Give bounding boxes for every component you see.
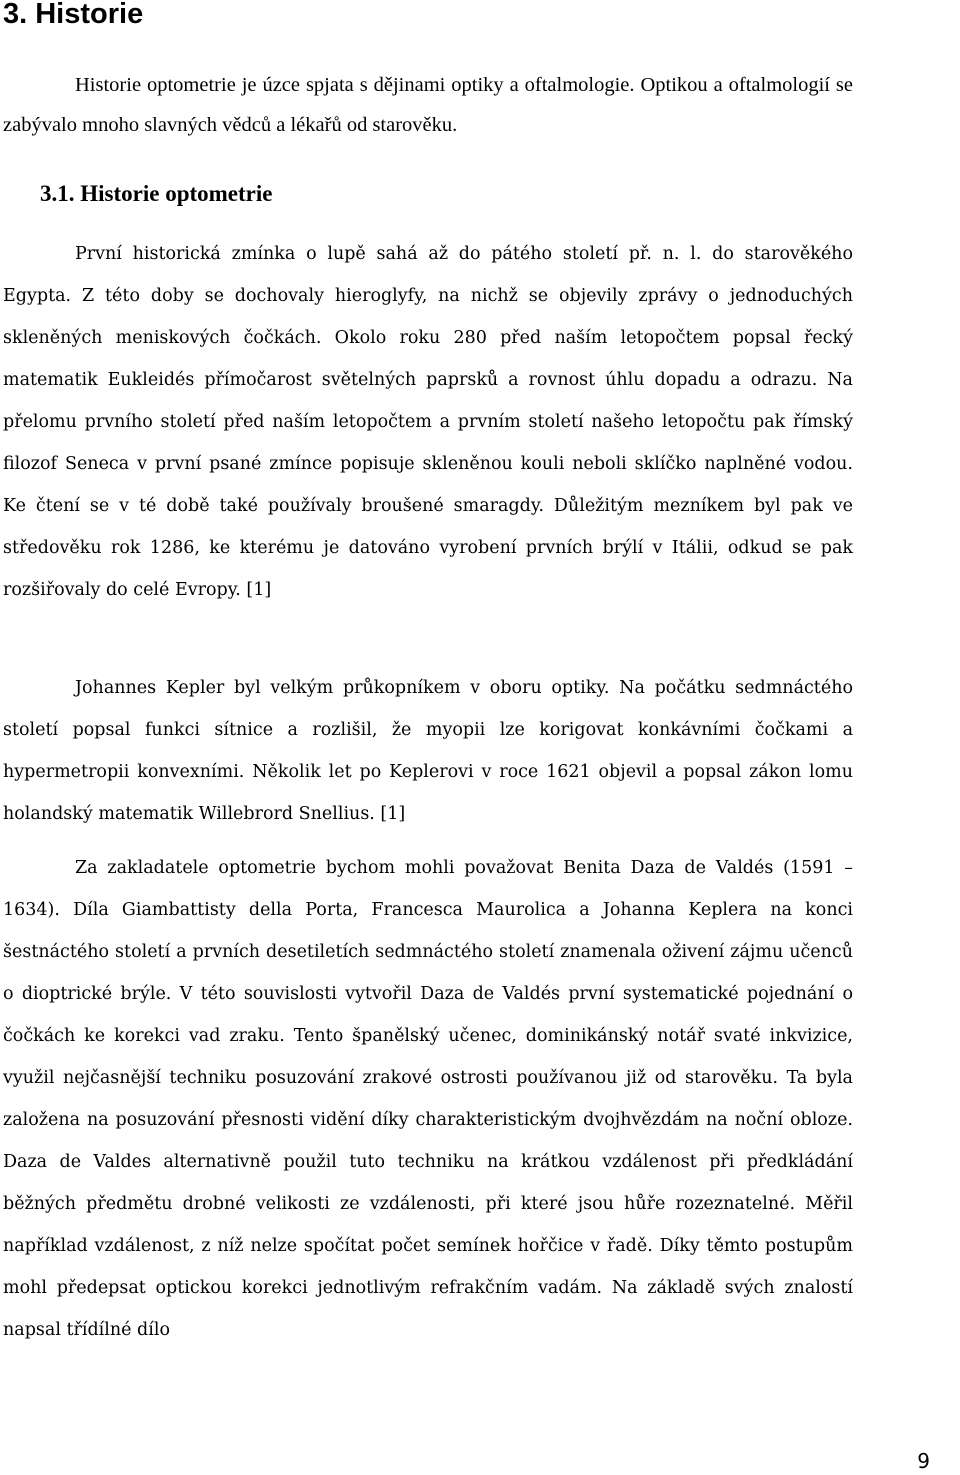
body-paragraph: Za zakladatele optometrie bychom mohli považovat Benita Daza de Valdés (1591 – 1634). Díla Giambattisty della Porta, Francesca Maurolica a Johanna Keplera na konci šestnáctého století a prvních desetiletích sedmnáctého století znamenala oživení zájmu učenců o dioptrické brýle. V této souvislosti vytvořil Daza de Valdés první systematické pojednání o čočkách ke korekci vad zraku. Tento španělský učenec, dominikánský notář svaté inkvizice, využil nejčasnější techniku posuzování zrakové ostrosti používanou již od starověku. Ta byla založena na posuzování přesnosti vidění díky charakteristickým dvojhvězdám na noční obloze. Daza de Valdes alternativně použil tuto techniku na krátkou vzdálenost při předkládání běžných předmětu drobné velikosti ze vzdálenosti, při které jsou hůře rozeznatelné. Měřil například vzdálenost, z níž nelze spočítat počet semínek hořčice v řadě. Díky těmto postupům mohl předepsat optickou korekci jednotlivým refrakčním vadám. Na základě svých znalostí napsal třídílné dílo (3, 858, 853, 1340)
body-paragraph: Johannes Kepler byl velkým průkopníkem v oboru optiky. Na počátku sedmnáctého století popsal funkci sítnice a rozlišil, že myopii lze korigovat konkávními čočkami a hypermetropii konvexními. Několik let po Keplerovi v roce 1621 objevil a popsal zákon lomu holandský matematik Willebrord Snellius. [1] (3, 678, 853, 824)
section-heading: 3. Historie (3, 0, 144, 30)
body-paragraph: První historická zmínka o lupě sahá až do pátého století př. n. l. do starověkého Egypta. Z této doby se dochovaly hieroglyfy, na nichž se objevily zprávy o jednoduchých skleněných meniskových čočkách. Okolo roku 280 před naším letopočtem popsal řecký matematik Eukleidés přímočarost světelných paprsků a rovnost úhlu dopadu a odrazu. Na přelomu prvního století před naším letopočtem a prvním století našeho letopočtu pak římský filozof Seneca v první psané zmínce popisuje skleněnou kouli neboli sklíčko naplněné vodou. Ke čtení se v té době také používaly broušené smaragdy. Důležitým mezníkem byl pak ve středověku rok 1286, ke kterému je datováno vyrobení prvních brýlí v Itálii, odkud se pak rozšiřovaly do celé Evropy. [1] (3, 244, 853, 600)
subsection-heading: 3.1. Historie optometrie (40, 181, 273, 206)
page-number: 9 (917, 1449, 930, 1473)
intro-paragraph: Historie optometrie je úzce spjata s dějinami optiky a oftalmologie. Optikou a oftalmologií se zabývalo mnoho slavných vědců a lékařů od starověku. (3, 74, 853, 136)
